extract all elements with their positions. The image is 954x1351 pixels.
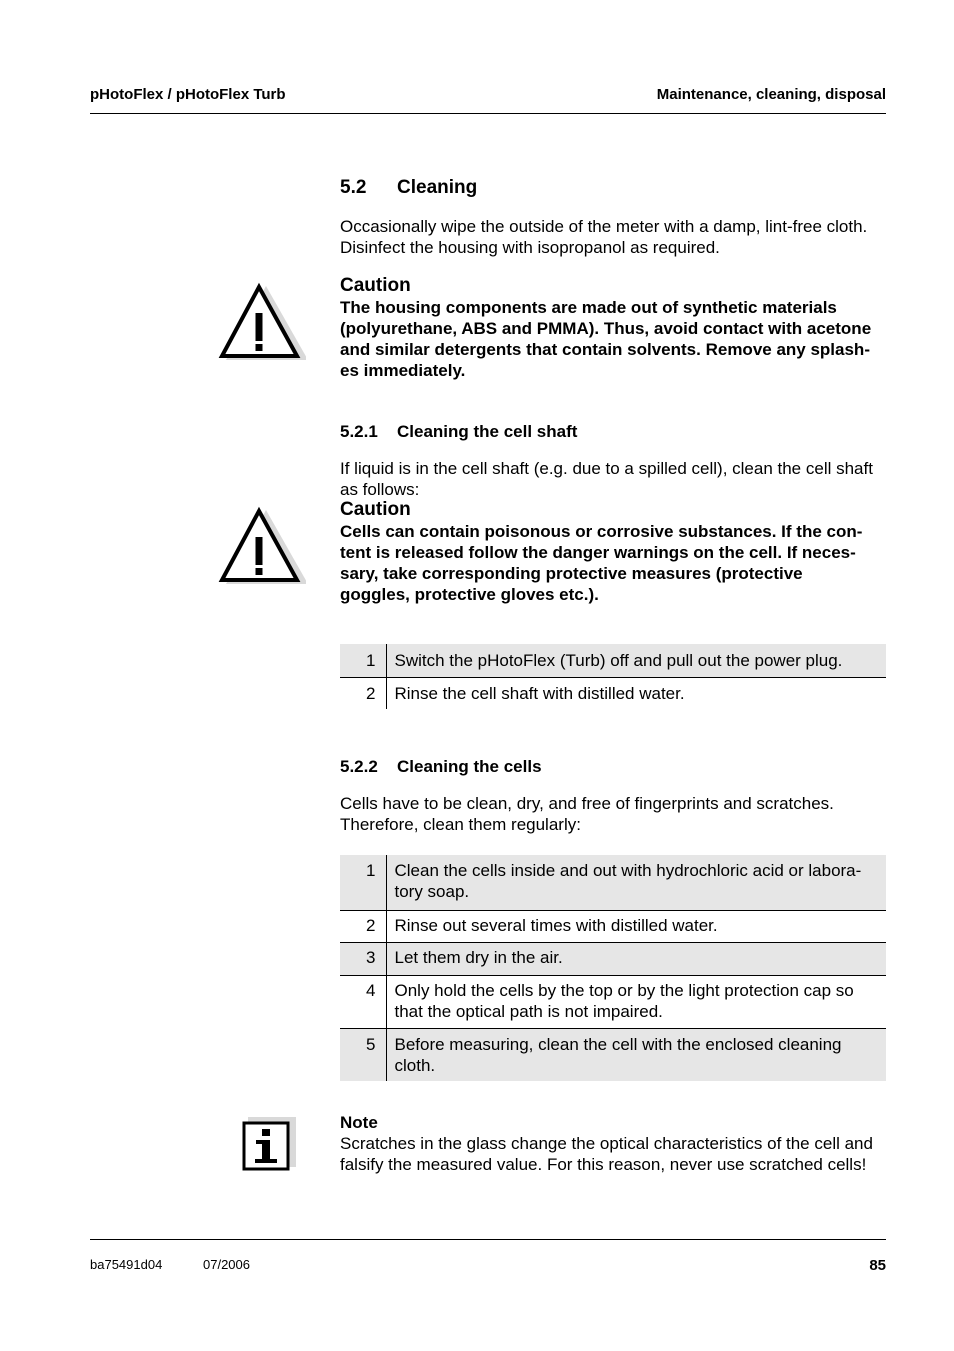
step-number: 2 bbox=[340, 910, 386, 942]
caution-line: The housing components are made out of synthetic materials bbox=[340, 298, 837, 317]
step-text bbox=[386, 942, 886, 975]
caution-line: (polyurethane, ABS and PMMA). Thus, avoid contact with acetone bbox=[340, 319, 872, 338]
table-row bbox=[340, 975, 886, 1028]
step-number: 4 bbox=[340, 975, 386, 1028]
caution-title: Caution bbox=[340, 499, 411, 520]
caution-line: Cells can contain poisonous or corrosive substances. If the con- bbox=[340, 522, 863, 541]
section-title: Cleaning bbox=[397, 177, 478, 198]
step-text-line: Before measuring, clean the cell with the enclosed cleaning bbox=[394, 1034, 842, 1054]
subsection-intro-line: as follows: bbox=[340, 480, 420, 499]
step-number: 2 bbox=[340, 677, 386, 709]
subsection-intro-line: Therefore, clean them regularly: bbox=[340, 815, 581, 834]
table-row bbox=[340, 1028, 886, 1081]
step-text bbox=[386, 855, 886, 910]
warning-triangle-icon bbox=[218, 504, 306, 586]
step-text-line: Let them dry in the air. bbox=[394, 947, 563, 967]
caution-text bbox=[340, 521, 900, 605]
caution-block bbox=[340, 499, 900, 605]
step-number: 1 bbox=[340, 644, 386, 677]
step-text-line: Clean the cells inside and out with hydrochloric acid or labora- bbox=[394, 861, 862, 880]
subsection-title: Cleaning the cells bbox=[397, 757, 542, 776]
steps-table bbox=[340, 855, 886, 1081]
subsection-number: 5.2.1 bbox=[340, 422, 378, 441]
step-text-line: that the optical path is not impaired. bbox=[394, 1001, 663, 1021]
caution-line: goggles, protective gloves etc.). bbox=[340, 585, 599, 604]
section-intro-line: Occasionally wipe the outside of the meter with a damp, lint-free cloth. bbox=[340, 217, 868, 236]
caution-line: and similar detergents that contain solvents. Remove any splash- bbox=[340, 340, 870, 359]
note-line: Scratches in the glass change the optical characteristics of the cell and bbox=[340, 1134, 873, 1153]
step-text bbox=[386, 975, 886, 1028]
caution-block bbox=[340, 275, 900, 381]
step-text bbox=[386, 1028, 886, 1081]
step-text-line: Switch the pHotoFlex (Turb) off and pull out the power plug. bbox=[394, 651, 843, 670]
header-right: Maintenance, cleaning, disposal bbox=[656, 86, 886, 103]
steps-table bbox=[340, 644, 886, 709]
table-row bbox=[340, 644, 886, 677]
note-text bbox=[340, 1133, 900, 1175]
header-left: pHotoFlex / pHotoFlex Turb bbox=[90, 86, 286, 103]
step-text bbox=[386, 644, 886, 677]
section-intro bbox=[340, 216, 867, 258]
step-text bbox=[386, 910, 886, 942]
footer-rule bbox=[90, 1239, 886, 1240]
table-row bbox=[340, 855, 886, 910]
step-text-line: Rinse out several times with distilled water. bbox=[394, 915, 718, 935]
step-text-line: tory soap. bbox=[394, 882, 470, 901]
note-title: Note bbox=[340, 1113, 378, 1132]
note-line: falsify the measured value. For this reason, never use scratched cells! bbox=[340, 1155, 867, 1174]
warning-triangle-icon bbox=[218, 280, 306, 362]
header-rule bbox=[90, 113, 886, 114]
step-text-line: Only hold the cells by the top or by the light protection cap so bbox=[394, 980, 854, 1000]
caution-line: tent is released follow the danger warnings on the cell. If neces- bbox=[340, 543, 856, 562]
step-text bbox=[386, 677, 886, 709]
subsection-intro bbox=[340, 793, 834, 835]
section-intro-line: Disinfect the housing with isopropanol as required. bbox=[340, 238, 720, 257]
subsection-number: 5.2.2 bbox=[340, 757, 378, 776]
subsection-title: Cleaning the cell shaft bbox=[397, 422, 578, 441]
caution-title: Caution bbox=[340, 275, 411, 296]
step-text-line: Rinse the cell shaft with distilled water. bbox=[394, 683, 685, 703]
info-icon bbox=[242, 1117, 298, 1173]
caution-line: es immediately. bbox=[340, 361, 466, 380]
subsection-intro-line: Cells have to be clean, dry, and free of fingerprints and scratches. bbox=[340, 794, 834, 813]
step-number: 5 bbox=[340, 1028, 386, 1081]
table-row bbox=[340, 677, 886, 709]
subsection-intro bbox=[340, 458, 873, 500]
step-text-line: cloth. bbox=[394, 1055, 436, 1075]
subsection-intro-line: If liquid is in the cell shaft (e.g. due to a spilled cell), clean the cell shaft bbox=[340, 459, 873, 478]
caution-line: sary, take corresponding protective measures (protective bbox=[340, 564, 803, 583]
page-number: 85 bbox=[869, 1257, 886, 1274]
caution-text bbox=[340, 297, 900, 381]
table-row bbox=[340, 910, 886, 942]
step-number: 1 bbox=[340, 855, 386, 910]
table-row bbox=[340, 942, 886, 975]
footer-date: 07/2006 bbox=[203, 1257, 250, 1272]
footer-doc-id: ba75491d04 bbox=[90, 1257, 163, 1272]
section-number: 5.2 bbox=[340, 177, 367, 198]
step-number: 3 bbox=[340, 942, 386, 975]
note-block bbox=[340, 1112, 900, 1175]
